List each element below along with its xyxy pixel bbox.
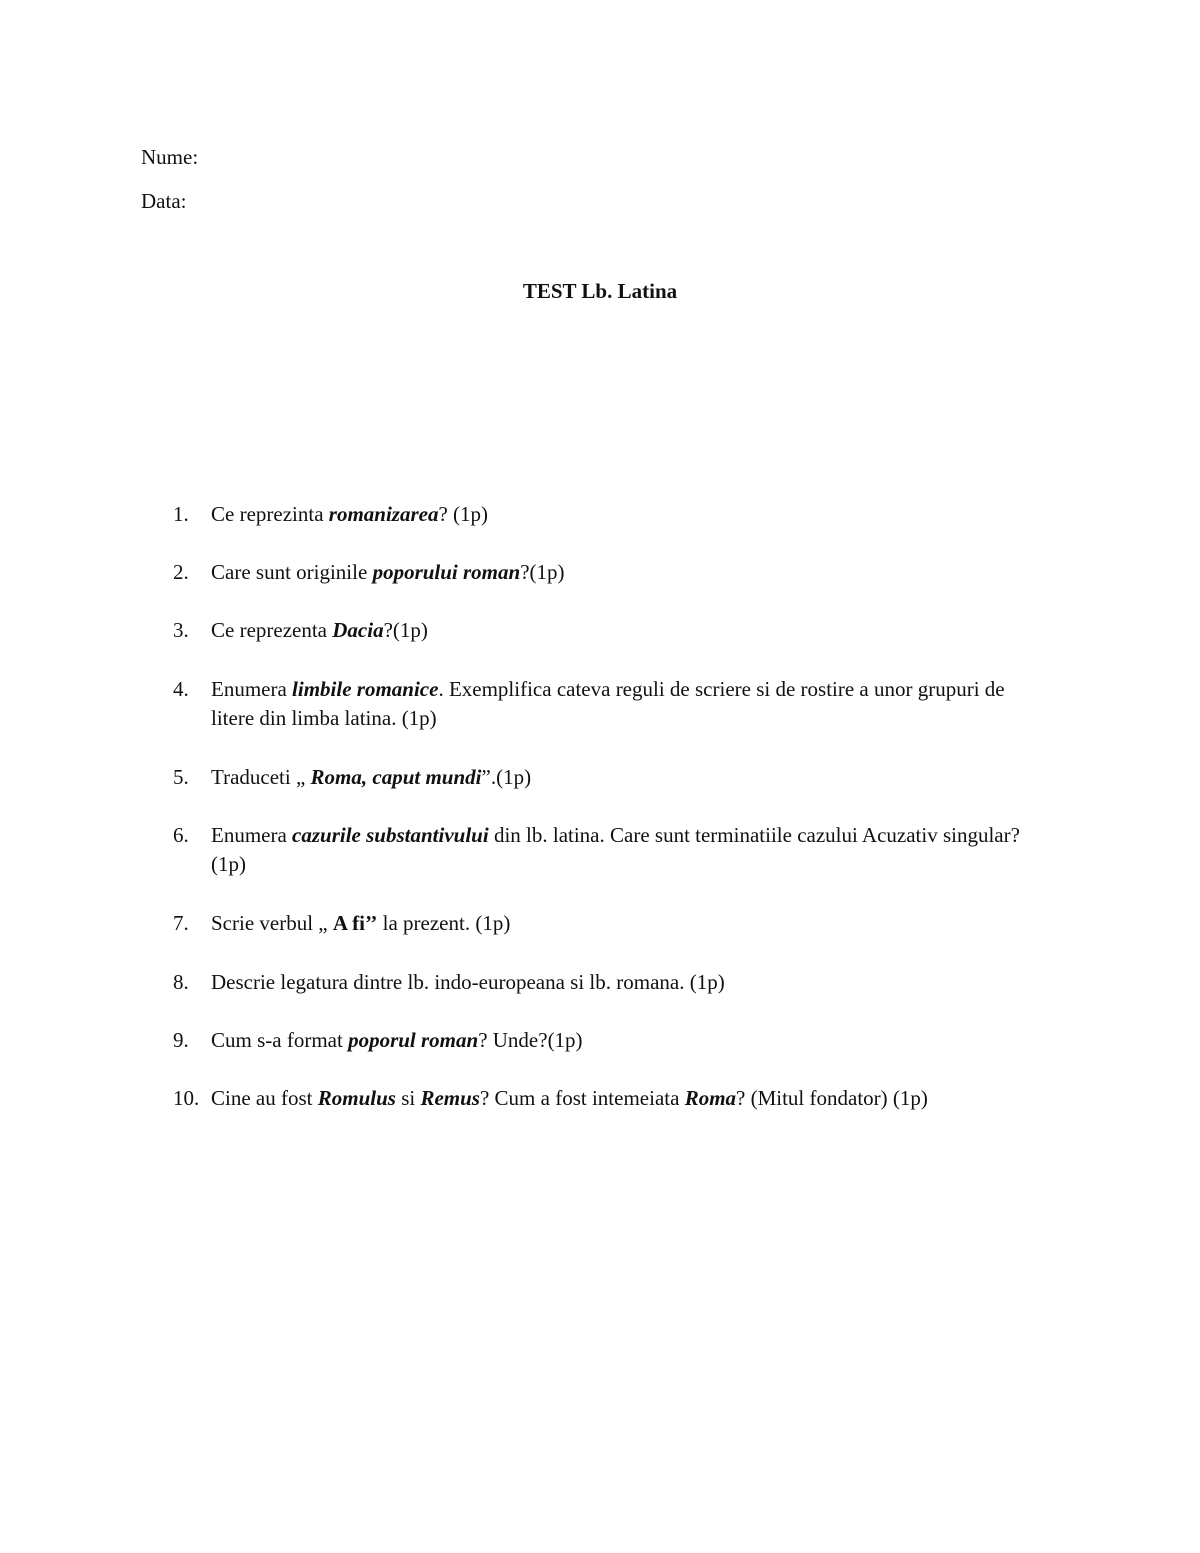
question-8 (173, 968, 1073, 997)
question-number: 5. (173, 765, 189, 789)
question-number: 7. (173, 911, 189, 935)
text-run: din lb. latina. Care sunt terminatiile cazului Acuzativ singular? (1p) (211, 823, 1020, 876)
text-run: Cine au fost (211, 1086, 318, 1110)
key-term: Roma (684, 1086, 737, 1110)
question-number: 8. (173, 970, 189, 994)
text-run: Traduceti „ (211, 765, 311, 789)
text-run: ? (Mitul fondator) (1p) (736, 1086, 928, 1110)
text-run: . Exemplifica cateva reguli de scriere si de rostire a unor grupuri de litere din limba latina. (1p) (211, 677, 1005, 730)
text-run: Cum s-a format (211, 1028, 349, 1052)
key-term: Roma, caput mundi (310, 765, 482, 789)
text-run: si (395, 1086, 421, 1110)
question-number: 4. (173, 677, 189, 701)
question-number: 6. (173, 823, 189, 847)
key-term: limbile romanice (292, 677, 439, 701)
text-run: ?(1p) (520, 560, 565, 584)
question-text (211, 675, 1013, 733)
page-title: TEST Lb. Latina (522, 279, 678, 303)
question-9 (173, 1026, 1073, 1055)
question-3 (173, 616, 1073, 645)
question-1 (173, 500, 1073, 529)
key-term: Remus (420, 1086, 480, 1110)
date-label: Data: (141, 189, 187, 213)
question-4 (173, 675, 1013, 733)
text-run: Scrie verbul „ (211, 911, 333, 935)
key-term: romanizarea (328, 502, 439, 526)
question-text (211, 1084, 1073, 1113)
question-number: 3. (173, 618, 189, 642)
key-term: Romulus (317, 1086, 396, 1110)
question-text (211, 558, 1073, 587)
text-run: Descrie legatura dintre lb. indo-europeana si lb. romana. (1p) (211, 970, 725, 994)
text-run: Care sunt originile (211, 560, 373, 584)
text-run: ”.(1p) (481, 765, 532, 789)
text-run: ?(1p) (383, 618, 428, 642)
question-number: 9. (173, 1028, 189, 1052)
question-number: 10. (173, 1086, 200, 1110)
question-text (211, 1026, 1073, 1055)
key-term: poporul roman (348, 1028, 479, 1052)
key-term: poporului roman (372, 560, 521, 584)
text-run: Ce reprezenta (211, 618, 333, 642)
key-term: A fi’’ (332, 911, 378, 935)
key-term: cazurile substantivului (292, 823, 489, 847)
question-text (211, 616, 1073, 645)
text-run: Enumera (211, 677, 293, 701)
key-term: Dacia (332, 618, 384, 642)
text-run: la prezent. (1p) (377, 911, 511, 935)
question-6 (173, 821, 1043, 879)
question-text (211, 763, 1073, 792)
text-run: ? Unde?(1p) (478, 1028, 583, 1052)
question-5 (173, 763, 1073, 792)
name-label: Nume: (141, 145, 199, 169)
question-text (211, 968, 1073, 997)
text-run: ? (1p) (438, 502, 489, 526)
question-2 (173, 558, 1073, 587)
question-text (211, 821, 1043, 879)
question-10 (173, 1084, 1073, 1113)
text-run: Ce reprezinta (211, 502, 329, 526)
question-7 (173, 909, 1073, 938)
question-number: 2. (173, 560, 189, 584)
text-run: ? Cum a fost intemeiata (479, 1086, 685, 1110)
question-text (211, 909, 1073, 938)
question-text (211, 500, 1073, 529)
text-run: Enumera (211, 823, 293, 847)
question-number: 1. (173, 502, 189, 526)
